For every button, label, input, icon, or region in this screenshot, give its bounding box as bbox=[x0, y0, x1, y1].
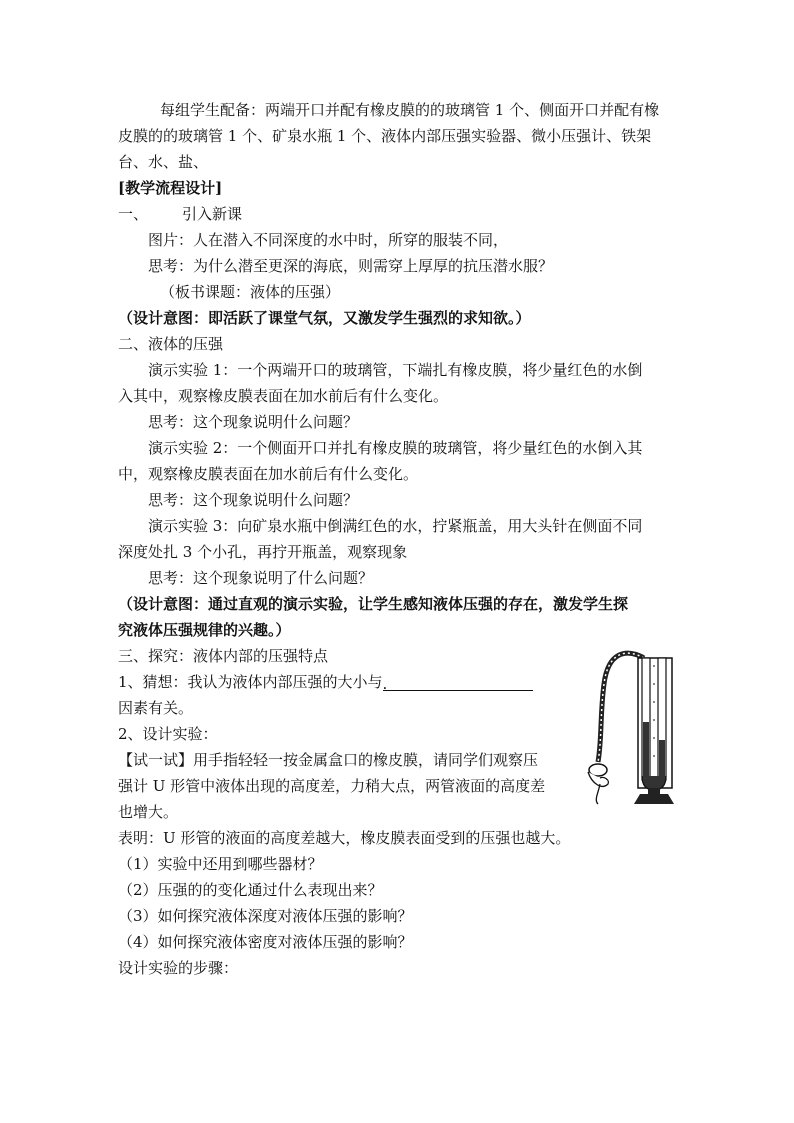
show-line: 表明：U 形管的液面的高度差越大，橡皮膜表面受到的压强也越大。 bbox=[118, 829, 571, 847]
question-4: （4）如何探究液体密度对液体压强的影响？ bbox=[118, 933, 413, 951]
demo1-line-2: 入其中，观察橡皮膜表面在加水前后有什么变化。 bbox=[118, 387, 449, 405]
demo2-line-1: 演示实验 2：一个侧面开口并扎有橡皮膜的玻璃管，将少量红色的水倒入其 bbox=[148, 439, 643, 457]
demo3-line-2: 深度处扎 3 个小孔，再拧开瓶盖，观察现象 bbox=[118, 543, 408, 561]
flow-heading: [教学流程设计] bbox=[118, 179, 223, 197]
try-line-3: 也增大。 bbox=[118, 803, 179, 821]
demo3-line-1: 演示实验 3：向矿泉水瓶中倒满红色的水，拧紧瓶盖，用大头针在侧面不同 bbox=[148, 517, 643, 535]
materials-line-3: 台、水、盐、 bbox=[118, 153, 209, 171]
materials-line-1: 每组学生配备：两端开口并配有橡皮膜的的玻璃管 1 个、侧面开口并配有橡 bbox=[160, 101, 660, 119]
think-3: 思考：这个现象说明了什么问题？ bbox=[148, 569, 374, 587]
pressure-gauge-figure bbox=[586, 644, 678, 808]
question-1: （1）实验中还用到哪些器材？ bbox=[118, 855, 323, 873]
think-1: 思考：这个现象说明什么问题？ bbox=[148, 413, 359, 431]
section1-picture: 图片：人在潜入不同深度的水中时，所穿的服装不同， bbox=[148, 231, 509, 249]
demo1-line-1: 演示实验 1：一个两端开口的玻璃管，下端扎有橡皮膜，将少量红色的水倒 bbox=[148, 361, 643, 379]
section1-think: 思考：为什么潜至更深的海底，则需穿上厚厚的抗压潜水服？ bbox=[148, 257, 554, 275]
section1-intent: （设计意图：即活跃了课堂气氛，又激发学生强烈的求知欲。） bbox=[118, 309, 531, 327]
section1-board: （板书课题：液体的压强） bbox=[160, 283, 341, 301]
guess-line-2: 因素有关。 bbox=[118, 699, 194, 717]
demo2-line-2: 中，观察橡皮膜表面在加水前后有什么变化。 bbox=[118, 465, 419, 483]
section1-number: 一、 bbox=[118, 205, 149, 223]
think-2: 思考：这个现象说明什么问题？ bbox=[148, 491, 359, 509]
section2-title: 二、液体的压强 bbox=[118, 335, 224, 353]
guess-blank: . bbox=[383, 674, 533, 691]
try-line-2: 强计 U 形管中液体出现的高度差，力稍大点，两管液面的高度差 bbox=[118, 777, 546, 795]
section1-heading bbox=[118, 204, 678, 224]
section1-title: 引入新课 bbox=[182, 205, 243, 223]
section2-intent-line-1: （设计意图：通过直观的演示实验，让学生感知液体压强的存在，激发学生探 bbox=[118, 595, 629, 613]
guess-text: 1、猜想：我认为液体内部压强的大小与 bbox=[118, 673, 383, 691]
question-3: （3）如何探究液体深度对液体压强的影响？ bbox=[118, 907, 413, 925]
design-heading: 2、设计实验： bbox=[118, 725, 218, 743]
section2-intent-line-2: 究液体压强规律的兴趣。） bbox=[118, 621, 291, 639]
question-2: （2）压强的的变化通过什么表现出来？ bbox=[118, 881, 383, 899]
materials-line-2: 皮膜的的玻璃管 1 个、矿泉水瓶 1 个、液体内部压强实验器、微小压强计、铁架 bbox=[118, 127, 652, 145]
section3-title: 三、探究：液体内部的压强特点 bbox=[118, 647, 329, 665]
steps-line: 设计实验的步骤： bbox=[118, 959, 239, 977]
try-line-1: 【试一试】用手指轻轻一按金属盒口的橡皮膜，请同学们观察压 bbox=[118, 751, 539, 769]
